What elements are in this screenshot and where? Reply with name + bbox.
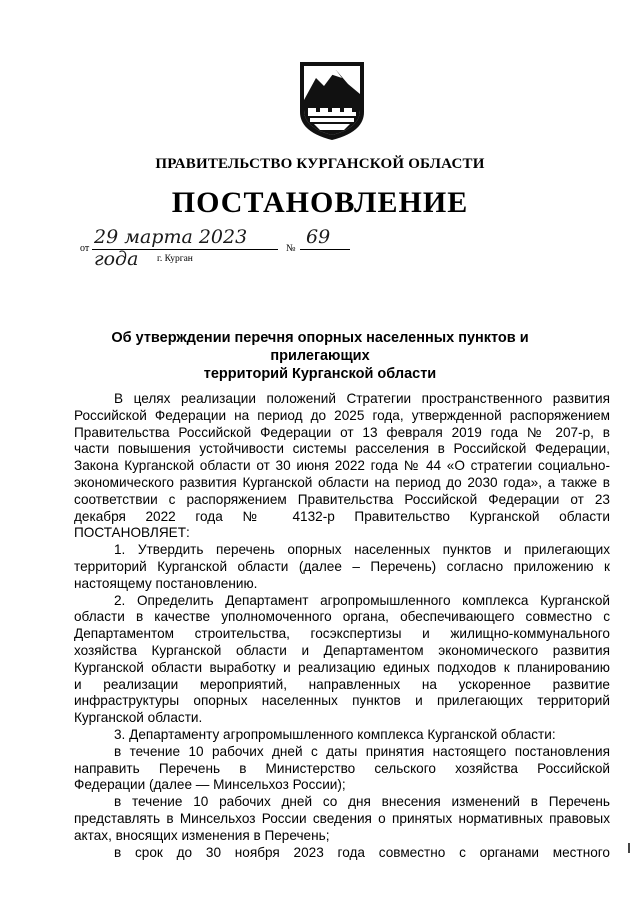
body-line: В целях реализации положений Стратегии пространственного развития: [114, 391, 610, 406]
body-line: инфраструктуры опорных населенных пунктов и прилегающих территорий: [74, 693, 610, 709]
date-underline: [92, 249, 278, 250]
body-line: в течение 10 рабочих дней со дня внесения изменений в Перечень: [114, 794, 610, 810]
subject-line: территорий Курганской области: [203, 366, 437, 382]
body-line: области в качестве уполномоченного органа, обеспечивающего совместно с: [74, 609, 610, 625]
body-line: 1. Утвердить перечень опорных населенных пунктов и прилегающих: [114, 542, 610, 558]
body-line: Закона Курганской области от 30 июня 2022 года № 44 «О стратегии социально-: [74, 458, 610, 474]
body-line: Российской Федерации на период до 2025 года, утвержденной распоряжением: [74, 407, 610, 423]
body-line: Федерации (далее — Минсельхоз России);: [74, 777, 346, 793]
city-label: г. Курган: [157, 254, 193, 264]
handwritten-number: 69: [306, 226, 331, 248]
body-line: 2. Определить Департамент агропромышленного комплекса Курганской: [114, 592, 610, 608]
body-line: настоящему постановлению.: [74, 575, 258, 591]
body-line: соответствии с распоряжением Правительства Российской Федерации от 23: [74, 491, 610, 507]
body-line: представлять в Минсельхоз России сведения о принятых нормативных правовых: [74, 810, 610, 826]
handwritten-date: 29 марта 2023 года: [94, 226, 248, 270]
document-subject: [60, 329, 580, 383]
body-line: актах, вносящих изменения в Перечень;: [74, 827, 330, 843]
body-line: части повышения устойчивости системы расселения в Российской Федерации,: [74, 441, 610, 457]
subject-line: Об утверждении перечня опорных населенных пунктов и прилегающих: [111, 330, 529, 364]
body-line: Курганской области выработку и реализацию единых подходов к планированию: [74, 659, 610, 675]
body-line: в срок до 30 ноября 2023 года совместно с органами местного: [114, 844, 610, 860]
body-line: ПОСТАНОВЛЯЕТ:: [74, 525, 190, 541]
government-name: ПРАВИТЕЛЬСТВО КУРГАНСКОЙ ОБЛАСТИ: [155, 156, 485, 172]
document-type-title: ПОСТАНОВЛЕНИЕ: [171, 186, 469, 219]
body-line: декабря 2022 года № 4132-р Правительство Курганской области: [74, 508, 610, 524]
date-prefix: от: [80, 243, 90, 254]
number-underline: [300, 249, 350, 250]
body-line: и реализации мероприятий, направленных на ускоренное развитие: [74, 676, 610, 692]
body-line: Правительства Российской Федерации от 13 февраля 2019 года № 207-р, в: [74, 424, 610, 440]
number-prefix: №: [286, 243, 296, 254]
body-line: экономического развития Курганской области на период до 2030 года», а также в: [74, 474, 610, 490]
body-line: Курганской области.: [74, 710, 203, 726]
body-line: территорий Курганской области (далее – Перечень) согласно приложению к: [74, 558, 610, 574]
body-line: направить Перечень в Министерство сельского хозяйства Российской: [74, 760, 610, 776]
body-line: 3. Департаменту агропромышленного комплекса Курганской области:: [114, 726, 556, 742]
scan-artifact: [628, 843, 630, 853]
coat-of-arms-icon: [296, 60, 368, 142]
document-body: [74, 391, 610, 861]
body-line: хозяйства Курганской области и Департаментом экономического развития: [74, 642, 610, 658]
body-line: в течение 10 рабочих дней с даты принятия настоящего постановления: [114, 743, 610, 759]
body-line: Департаментом строительства, госэкспертизы и жилищно-коммунального: [74, 626, 610, 642]
